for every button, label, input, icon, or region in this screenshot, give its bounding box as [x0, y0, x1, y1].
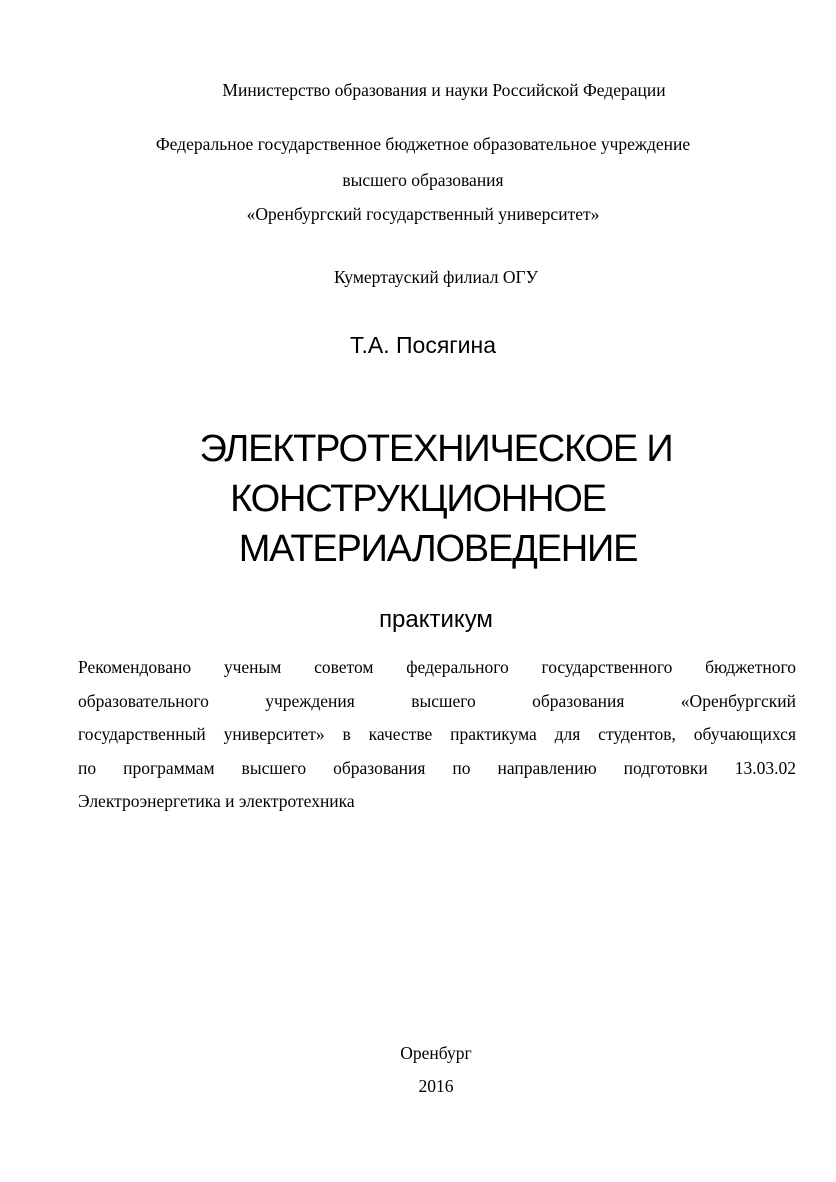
document-title-line-1: ЭЛЕКТРОТЕХНИЧЕСКОЕ И [199, 428, 673, 470]
branch-name: Кумертауский филиал ОГУ [333, 267, 539, 287]
ministry-name: Министерство образования и науки Российской Федерации [222, 80, 666, 100]
recommendation-line: Рекомендовано ученым советом федерального государственного бюджетного [78, 657, 796, 677]
recommendation-paragraph [78, 651, 796, 819]
document-title-line-2: КОНСТРУКЦИОННОЕ [230, 478, 606, 520]
publication-year: 2016 [418, 1076, 454, 1096]
publication-city: Оренбург [400, 1043, 472, 1063]
institution-line-3: «Оренбургский государственный университет» [246, 204, 600, 224]
institution-line-2: высшего образования [342, 170, 504, 190]
recommendation-line: образовательного учреждения высшего образования «Оренбургский [78, 690, 796, 711]
document-title-line-3: МАТЕРИАЛОВЕДЕНИЕ [238, 528, 638, 570]
recommendation-line: Электроэнергетика и электротехника [78, 791, 355, 812]
document-type: практикум [379, 606, 493, 633]
recommendation-line: по программам высшего образования по направлению подготовки 13.03.02 [78, 757, 796, 778]
institution-line-1: Федеральное государственное бюджетное образовательное учреждение [155, 134, 691, 154]
recommendation-line: государственный университет» в качестве практикума для студентов, обучающихся [78, 724, 796, 745]
author-name: Т.А. Посягина [349, 332, 497, 358]
